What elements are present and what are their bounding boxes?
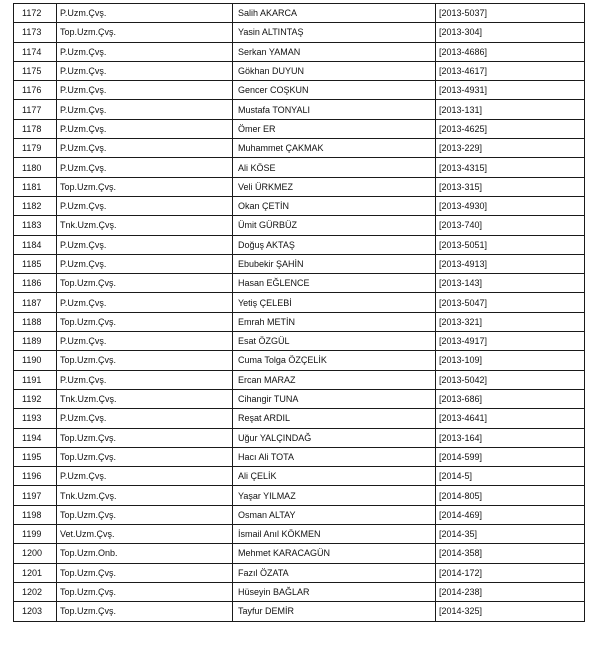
row-number-cell: 1178 bbox=[14, 119, 57, 138]
table-row bbox=[14, 312, 585, 331]
code-cell: [2013-4913] bbox=[436, 254, 585, 273]
code-cell: [2013-4917] bbox=[436, 332, 585, 351]
code-cell: [2013-321] bbox=[436, 312, 585, 331]
rank-cell: P.Uzm.Çvş. bbox=[57, 293, 233, 312]
table-row bbox=[14, 177, 585, 196]
code-cell: [2013-143] bbox=[436, 274, 585, 293]
code-cell: [2013-229] bbox=[436, 139, 585, 158]
row-number-cell: 1173 bbox=[14, 23, 57, 42]
code-cell: [2014-358] bbox=[436, 544, 585, 563]
code-cell: [2013-4641] bbox=[436, 409, 585, 428]
rank-cell: P.Uzm.Çvş. bbox=[57, 254, 233, 273]
row-number-cell: 1186 bbox=[14, 274, 57, 293]
code-cell: [2014-5] bbox=[436, 467, 585, 486]
name-cell: Serkan YAMAN bbox=[233, 42, 436, 61]
row-number-cell: 1198 bbox=[14, 505, 57, 524]
name-cell: Osman ALTAY bbox=[233, 505, 436, 524]
row-number-cell: 1192 bbox=[14, 389, 57, 408]
name-cell: Ebubekir ŞAHİN bbox=[233, 254, 436, 273]
name-cell: Fazıl ÖZATA bbox=[233, 563, 436, 582]
rank-cell: Top.Uzm.Çvş. bbox=[57, 602, 233, 621]
rank-cell: P.Uzm.Çvş. bbox=[57, 61, 233, 80]
row-number-cell: 1193 bbox=[14, 409, 57, 428]
rank-cell: P.Uzm.Çvş. bbox=[57, 100, 233, 119]
name-cell: Esat ÖZGÜL bbox=[233, 332, 436, 351]
table-row bbox=[14, 544, 585, 563]
table-row bbox=[14, 467, 585, 486]
rank-cell: P.Uzm.Çvş. bbox=[57, 196, 233, 215]
name-cell: Okan ÇETİN bbox=[233, 196, 436, 215]
name-cell: Muhammet ÇAKMAK bbox=[233, 139, 436, 158]
rank-cell: Top.Uzm.Çvş. bbox=[57, 563, 233, 582]
code-cell: [2013-4617] bbox=[436, 61, 585, 80]
rank-cell: P.Uzm.Çvş. bbox=[57, 332, 233, 351]
code-cell: [2013-5037] bbox=[436, 4, 585, 23]
code-cell: [2013-4930] bbox=[436, 196, 585, 215]
table-row bbox=[14, 351, 585, 370]
name-cell: Ümit GÜRBÜZ bbox=[233, 216, 436, 235]
name-cell: Hüseyin BAĞLAR bbox=[233, 582, 436, 601]
name-cell: Reşat ARDIL bbox=[233, 409, 436, 428]
name-cell: Gencer COŞKUN bbox=[233, 81, 436, 100]
row-number-cell: 1183 bbox=[14, 216, 57, 235]
name-cell: Ömer ER bbox=[233, 119, 436, 138]
rank-cell: P.Uzm.Çvş. bbox=[57, 4, 233, 23]
code-cell: [2014-599] bbox=[436, 447, 585, 466]
code-cell: [2013-131] bbox=[436, 100, 585, 119]
name-cell: Doğuş AKTAŞ bbox=[233, 235, 436, 254]
row-number-cell: 1190 bbox=[14, 351, 57, 370]
row-number-cell: 1194 bbox=[14, 428, 57, 447]
code-cell: [2013-5042] bbox=[436, 370, 585, 389]
table-row bbox=[14, 389, 585, 408]
row-number-cell: 1188 bbox=[14, 312, 57, 331]
code-cell: [2014-35] bbox=[436, 525, 585, 544]
name-cell: Hasan EĞLENCE bbox=[233, 274, 436, 293]
row-number-cell: 1181 bbox=[14, 177, 57, 196]
row-number-cell: 1174 bbox=[14, 42, 57, 61]
code-cell: [2013-4315] bbox=[436, 158, 585, 177]
rank-cell: P.Uzm.Çvş. bbox=[57, 467, 233, 486]
table-row bbox=[14, 42, 585, 61]
code-cell: [2014-172] bbox=[436, 563, 585, 582]
rank-cell: Top.Uzm.Çvş. bbox=[57, 428, 233, 447]
rank-cell: Top.Uzm.Çvş. bbox=[57, 505, 233, 524]
code-cell: [2013-5047] bbox=[436, 293, 585, 312]
name-cell: Uğur YALÇINDAĞ bbox=[233, 428, 436, 447]
row-number-cell: 1176 bbox=[14, 81, 57, 100]
row-number-cell: 1182 bbox=[14, 196, 57, 215]
row-number-cell: 1201 bbox=[14, 563, 57, 582]
rank-cell: Vet.Uzm.Çvş. bbox=[57, 525, 233, 544]
name-cell: Ali KÖSE bbox=[233, 158, 436, 177]
code-cell: [2013-164] bbox=[436, 428, 585, 447]
row-number-cell: 1172 bbox=[14, 4, 57, 23]
row-number-cell: 1180 bbox=[14, 158, 57, 177]
name-cell: Emrah METİN bbox=[233, 312, 436, 331]
code-cell: [2014-238] bbox=[436, 582, 585, 601]
name-cell: Cihangir TUNA bbox=[233, 389, 436, 408]
table-row bbox=[14, 428, 585, 447]
rank-cell: Top.Uzm.Onb. bbox=[57, 544, 233, 563]
table-row bbox=[14, 563, 585, 582]
row-number-cell: 1184 bbox=[14, 235, 57, 254]
rank-cell: P.Uzm.Çvş. bbox=[57, 158, 233, 177]
rank-cell: P.Uzm.Çvş. bbox=[57, 370, 233, 389]
rank-cell: P.Uzm.Çvş. bbox=[57, 81, 233, 100]
code-cell: [2013-740] bbox=[436, 216, 585, 235]
name-cell: Yasin ALTINTAŞ bbox=[233, 23, 436, 42]
row-number-cell: 1199 bbox=[14, 525, 57, 544]
code-cell: [2013-4625] bbox=[436, 119, 585, 138]
rank-cell: Top.Uzm.Çvş. bbox=[57, 447, 233, 466]
row-number-cell: 1185 bbox=[14, 254, 57, 273]
name-cell: Mehmet KARACAGÜN bbox=[233, 544, 436, 563]
rank-cell: P.Uzm.Çvş. bbox=[57, 235, 233, 254]
code-cell: [2013-315] bbox=[436, 177, 585, 196]
rank-cell: Tnk.Uzm.Çvş. bbox=[57, 216, 233, 235]
row-number-cell: 1200 bbox=[14, 544, 57, 563]
table-row bbox=[14, 23, 585, 42]
code-cell: [2013-4686] bbox=[436, 42, 585, 61]
table-row bbox=[14, 158, 585, 177]
name-cell: Hacı Ali TOTA bbox=[233, 447, 436, 466]
table-row bbox=[14, 61, 585, 80]
name-cell: Veli ÜRKMEZ bbox=[233, 177, 436, 196]
code-cell: [2014-805] bbox=[436, 486, 585, 505]
table-row bbox=[14, 139, 585, 158]
table-row bbox=[14, 274, 585, 293]
rank-cell: Top.Uzm.Çvş. bbox=[57, 177, 233, 196]
table-row bbox=[14, 582, 585, 601]
name-cell: Ali ÇELİK bbox=[233, 467, 436, 486]
rank-cell: Tnk.Uzm.Çvş. bbox=[57, 486, 233, 505]
row-number-cell: 1179 bbox=[14, 139, 57, 158]
table-row bbox=[14, 409, 585, 428]
name-cell: İsmail Anıl KÖKMEN bbox=[233, 525, 436, 544]
table-row bbox=[14, 235, 585, 254]
row-number-cell: 1203 bbox=[14, 602, 57, 621]
rank-cell: Top.Uzm.Çvş. bbox=[57, 582, 233, 601]
table-row bbox=[14, 486, 585, 505]
table-row bbox=[14, 254, 585, 273]
rank-cell: Top.Uzm.Çvş. bbox=[57, 312, 233, 331]
row-number-cell: 1202 bbox=[14, 582, 57, 601]
table-row bbox=[14, 216, 585, 235]
code-cell: [2014-469] bbox=[436, 505, 585, 524]
rank-cell: Top.Uzm.Çvş. bbox=[57, 351, 233, 370]
rank-cell: Top.Uzm.Çvş. bbox=[57, 274, 233, 293]
row-number-cell: 1187 bbox=[14, 293, 57, 312]
name-cell: Gökhan DUYUN bbox=[233, 61, 436, 80]
personnel-table bbox=[13, 3, 585, 622]
row-number-cell: 1177 bbox=[14, 100, 57, 119]
code-cell: [2013-304] bbox=[436, 23, 585, 42]
row-number-cell: 1195 bbox=[14, 447, 57, 466]
rank-cell: P.Uzm.Çvş. bbox=[57, 119, 233, 138]
table-row bbox=[14, 293, 585, 312]
rank-cell: Top.Uzm.Çvş. bbox=[57, 23, 233, 42]
table-row bbox=[14, 447, 585, 466]
name-cell: Ercan MARAZ bbox=[233, 370, 436, 389]
row-number-cell: 1189 bbox=[14, 332, 57, 351]
name-cell: Tayfur DEMİR bbox=[233, 602, 436, 621]
code-cell: [2013-109] bbox=[436, 351, 585, 370]
table-row bbox=[14, 525, 585, 544]
table-row bbox=[14, 370, 585, 389]
table-row bbox=[14, 602, 585, 621]
name-cell: Yetiş ÇELEBİ bbox=[233, 293, 436, 312]
rank-cell: P.Uzm.Çvş. bbox=[57, 409, 233, 428]
table-row bbox=[14, 505, 585, 524]
row-number-cell: 1175 bbox=[14, 61, 57, 80]
table-row bbox=[14, 119, 585, 138]
personnel-table-body bbox=[14, 4, 585, 622]
code-cell: [2013-686] bbox=[436, 389, 585, 408]
table-row bbox=[14, 81, 585, 100]
table-row bbox=[14, 4, 585, 23]
row-number-cell: 1197 bbox=[14, 486, 57, 505]
row-number-cell: 1196 bbox=[14, 467, 57, 486]
rank-cell: P.Uzm.Çvş. bbox=[57, 139, 233, 158]
table-row bbox=[14, 100, 585, 119]
name-cell: Yaşar YILMAZ bbox=[233, 486, 436, 505]
name-cell: Cuma Tolga ÖZÇELİK bbox=[233, 351, 436, 370]
code-cell: [2014-325] bbox=[436, 602, 585, 621]
rank-cell: Tnk.Uzm.Çvş. bbox=[57, 389, 233, 408]
name-cell: Salih AKARCA bbox=[233, 4, 436, 23]
table-row bbox=[14, 196, 585, 215]
code-cell: [2013-5051] bbox=[436, 235, 585, 254]
table-row bbox=[14, 332, 585, 351]
row-number-cell: 1191 bbox=[14, 370, 57, 389]
rank-cell: P.Uzm.Çvş. bbox=[57, 42, 233, 61]
name-cell: Mustafa TONYALI bbox=[233, 100, 436, 119]
code-cell: [2013-4931] bbox=[436, 81, 585, 100]
